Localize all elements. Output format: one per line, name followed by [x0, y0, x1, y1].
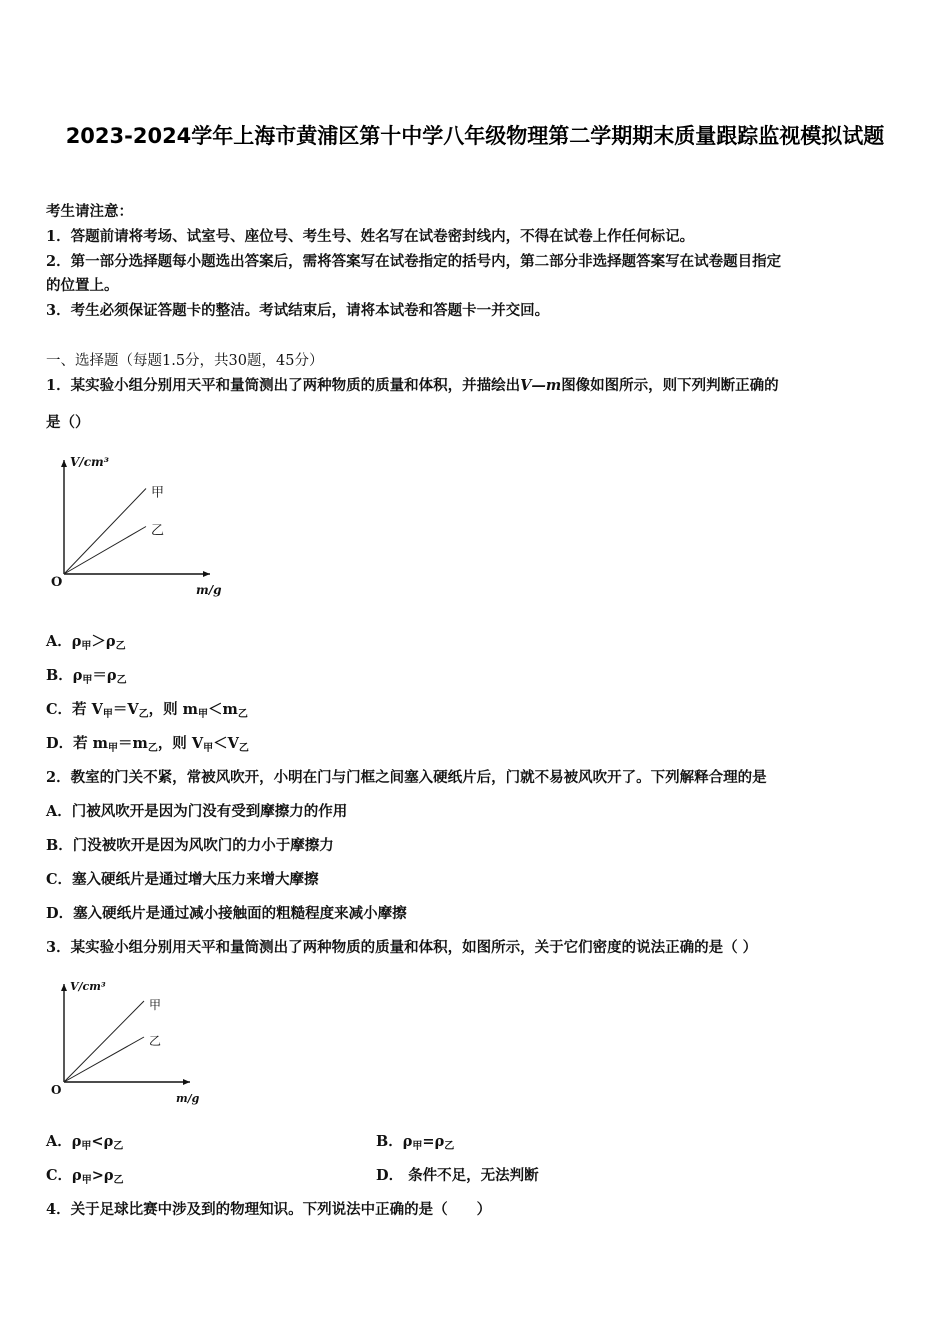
q1-option-b-rho2: ρ — [106, 667, 117, 684]
q3-chart-y-label: V/cm³ — [70, 980, 106, 993]
q1-option-d-s3: 甲 — [203, 743, 214, 754]
notice-item-2-cont: 的位置上。 — [46, 277, 119, 294]
q1-option-a[interactable] — [46, 632, 126, 654]
q3-option-a-rho2: ρ — [103, 1133, 114, 1150]
q3-chart-x-label: m/g — [176, 1092, 200, 1105]
q1-chart-series-1-line — [64, 489, 146, 575]
q1-stem — [46, 376, 779, 396]
q3-option-b[interactable] — [376, 1132, 454, 1154]
q1-chart-series-1-label: 甲 — [151, 485, 165, 501]
notice-heading: 考生请注意： — [46, 203, 133, 220]
q3-option-b-sub2: 乙 — [444, 1141, 455, 1152]
section-heading: 一、选择题（每题1.5分，共30题，45分） — [46, 353, 324, 369]
q1-option-b-rho1: ρ — [72, 667, 83, 684]
q3-chart-x-arrow — [183, 1079, 190, 1085]
q1-option-a-op: ＞ — [91, 633, 106, 650]
q1-option-d-pre: 若 m — [73, 735, 108, 752]
q1-option-c-label: C． — [46, 701, 73, 718]
q1-option-b-op: ＝ — [92, 667, 107, 684]
q3-option-c-sub2: 乙 — [113, 1175, 124, 1186]
q3-option-a-op: < — [91, 1133, 104, 1150]
q3-chart-y-arrow — [61, 984, 67, 991]
q1-option-a-sub2: 乙 — [115, 641, 126, 652]
q1-stem-end: 是（） — [46, 414, 90, 431]
q1-chart-series-2-label: 乙 — [151, 523, 165, 539]
q1-stem-part-a: 1．某实验小组分别用天平和量筒测出了两种物质的质量和体积，并描绘出 — [46, 377, 521, 394]
q1-chart-x-arrow — [203, 571, 210, 577]
q1-option-b-label: B． — [46, 667, 73, 684]
q3-option-c-op: > — [91, 1167, 104, 1184]
q1-option-a-label: A． — [46, 633, 72, 650]
q3-option-b-op: = — [422, 1133, 435, 1150]
q3-option-a-rho1: ρ — [71, 1133, 82, 1150]
q3-chart-series-1-label: 甲 — [149, 998, 162, 1012]
q2-option-d[interactable]: D．塞入硬纸片是通过减小接触面的粗糙程度来减小摩擦 — [46, 905, 407, 922]
q1-stem-vm: V—m — [520, 377, 562, 394]
q2-option-b[interactable]: B．门没被吹开是因为风吹门的力小于摩擦力 — [46, 837, 334, 854]
notice-item-3: 3．考生必须保证答题卡的整洁。考试结束后，请将本试卷和答题卡一并交回。 — [46, 302, 550, 319]
q3-option-b-rho2: ρ — [434, 1133, 445, 1150]
q1-option-c-then: ，则 m — [148, 701, 199, 718]
q1-option-d-s4: 乙 — [238, 743, 249, 754]
q2-option-c[interactable]: C．塞入硬纸片是通过增大压力来增大摩擦 — [46, 871, 319, 888]
q1-chart-origin-label: O — [51, 575, 63, 590]
q1-option-c-s3: 甲 — [198, 709, 209, 720]
q2-stem: 2．教室的门关不紧，常被风吹开，小明在门与门框之间塞入硬纸片后，门就不易被风吹开了。下列解释合理的是 — [46, 769, 767, 786]
q3-option-b-sub1: 甲 — [412, 1141, 423, 1152]
q1-option-c[interactable] — [46, 700, 248, 722]
q3-option-a[interactable] — [46, 1132, 123, 1154]
q1-option-d-s1: 甲 — [107, 743, 118, 754]
q1-option-d-s2: 乙 — [147, 743, 158, 754]
q1-option-c-op: ＜m — [208, 701, 238, 718]
q1-chart — [40, 452, 240, 607]
q1-option-d-op: ＜V — [213, 735, 239, 752]
q1-chart-y-arrow — [61, 460, 67, 467]
q3-option-c-rho1: ρ — [72, 1167, 82, 1184]
notice-item-1: 1．答题前请将考场、试室号、座位号、考生号、姓名写在试卷密封线内，不得在试卷上作任何标记。 — [46, 228, 695, 245]
q1-stem-part-b: 图像如图所示，则下列判断正确的 — [561, 377, 779, 394]
q1-option-c-s4: 乙 — [237, 709, 248, 720]
q2-option-a[interactable]: A．门被风吹开是因为门没有受到摩擦力的作用 — [46, 803, 348, 820]
q1-option-b-sub2: 乙 — [116, 675, 127, 686]
q3-option-a-sub1: 甲 — [81, 1141, 92, 1152]
page-title: 2023-2024学年上海市黄浦区第十中学八年级物理第二学期期末质量跟踪监视模拟试题 — [65, 124, 885, 148]
q1-chart-y-label: V/cm³ — [70, 455, 109, 469]
q1-option-d-then: ，则 V — [157, 735, 204, 752]
q3-chart-series-2-label: 乙 — [149, 1034, 162, 1048]
q1-option-d-label: D． — [46, 735, 74, 752]
q3-option-a-sub2: 乙 — [113, 1141, 124, 1152]
q3-option-a-label: A． — [46, 1133, 72, 1150]
q1-option-b[interactable] — [46, 666, 127, 688]
q3-option-d[interactable]: D． 条件不足，无法判断 — [376, 1167, 539, 1184]
q3-option-c-label: C． — [46, 1167, 73, 1184]
q3-chart-origin-label: O — [51, 1083, 62, 1097]
q3-stem: 3．某实验小组分别用天平和量筒测出了两种物质的质量和体积，如图所示，关于它们密度的说法正确的是（ ） — [46, 939, 758, 956]
q1-option-a-sub1: 甲 — [81, 641, 92, 652]
q4-stem: 4．关于足球比赛中涉及到的物理知识。下列说法中正确的是（ ） — [46, 1201, 492, 1218]
q1-option-a-rho1: ρ — [71, 633, 82, 650]
q1-option-a-rho2: ρ — [105, 633, 116, 650]
q1-option-c-mid: ＝V — [112, 701, 139, 718]
q3-chart-series-2-line — [64, 1037, 144, 1082]
q3-chart-series-1-line — [64, 1001, 144, 1082]
q1-option-c-s1: 甲 — [102, 709, 113, 720]
q3-option-c-rho2: ρ — [103, 1167, 114, 1184]
q1-chart-series-2-line — [64, 527, 146, 575]
q3-chart — [40, 978, 230, 1113]
q1-option-d[interactable] — [46, 734, 249, 756]
q1-chart-x-label: m/g — [196, 583, 222, 597]
notice-item-2: 2．第一部分选择题每小题选出答案后，需将答案写在试卷指定的括号内，第二部分非选择题答案写在试卷题目指定 — [46, 253, 782, 270]
q1-option-c-pre: 若 V — [72, 701, 103, 718]
q1-option-c-s2: 乙 — [138, 709, 149, 720]
q3-option-b-label: B． — [376, 1133, 403, 1150]
q1-option-b-sub1: 甲 — [82, 675, 93, 686]
q3-option-b-rho1: ρ — [402, 1133, 413, 1150]
q1-option-d-mid: ＝m — [117, 735, 148, 752]
q3-option-c[interactable] — [46, 1166, 124, 1188]
q3-option-c-sub1: 甲 — [81, 1175, 92, 1186]
